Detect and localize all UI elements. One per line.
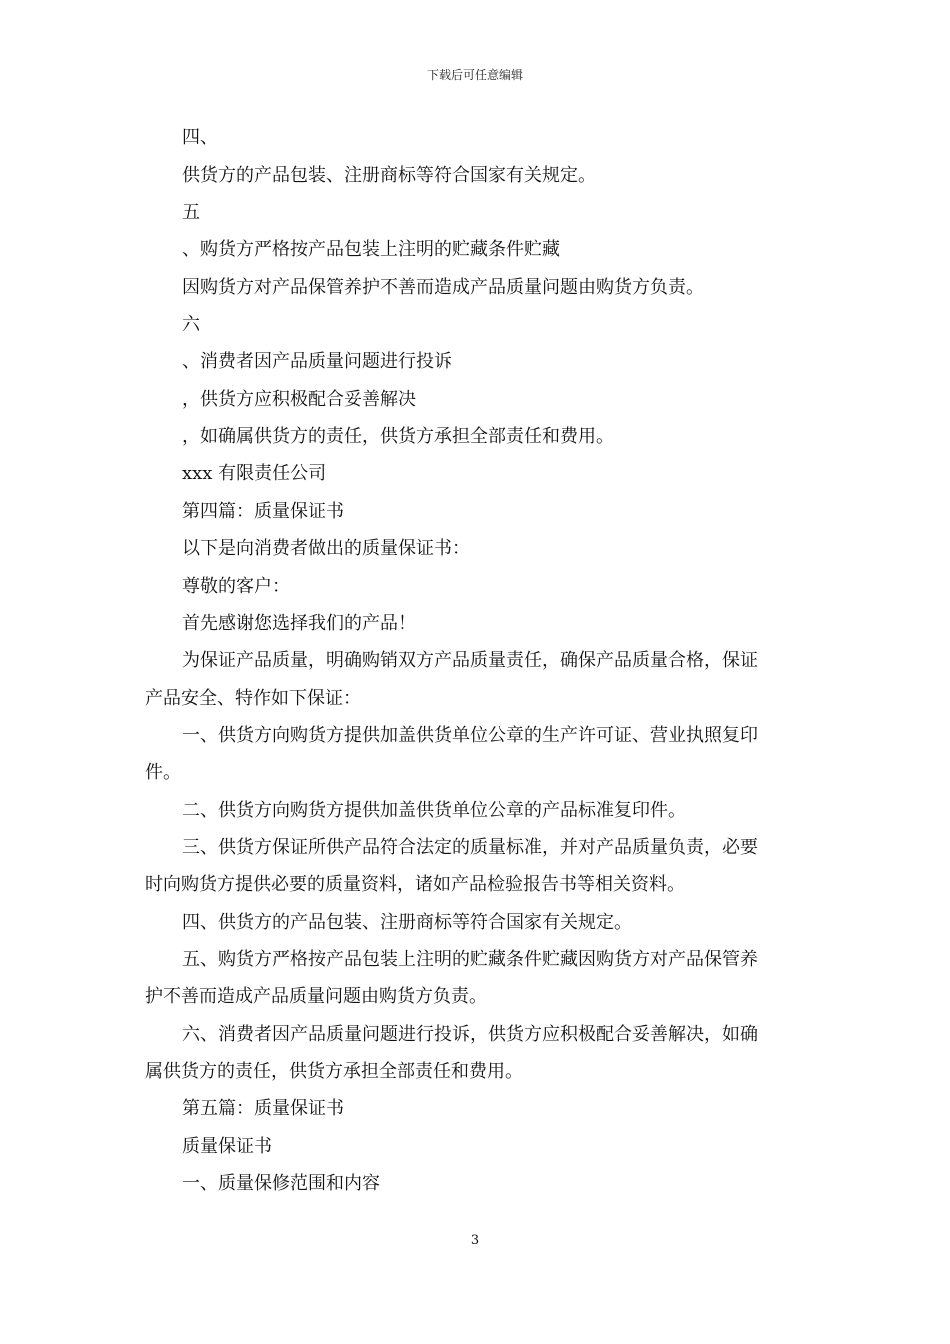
section-title: 第四篇：质量保证书 <box>182 501 344 522</box>
paragraph-line: 五、购货方严格按产品包装上注明的贮藏条件贮藏因购货方对产品保管养 <box>182 949 758 970</box>
text-line: 因购货方对产品保管养护不善而造成产品质量问题由购货方负责。 <box>182 277 704 298</box>
paragraph-line: 属供货方的责任，供货方承担全部责任和费用。 <box>145 1061 523 1082</box>
page-number: 3 <box>470 1233 480 1248</box>
paragraph-line: 时向购货方提供必要的质量资料，诸如产品检验报告书等相关资料。 <box>145 874 685 895</box>
text-line: ，如确属供货方的责任，供货方承担全部责任和费用。 <box>182 426 614 447</box>
paragraph-line: 六、消费者因产品质量问题进行投诉，供货方应积极配合妥善解决，如确 <box>182 1024 758 1045</box>
text-line: 首先感谢您选择我们的产品！ <box>182 613 416 634</box>
text-line: 一、质量保修范围和内容 <box>182 1173 380 1194</box>
page-header: 下载后可任意编辑 <box>426 68 523 82</box>
paragraph-line: 件。 <box>145 762 181 783</box>
paragraph-line: 四、供货方的产品包装、注册商标等符合国家有关规定。 <box>182 912 632 933</box>
paragraph-line: 三、供货方保证所供产品符合法定的质量标准，并对产品质量负责，必要 <box>182 837 758 858</box>
text-line: 五 <box>182 202 200 223</box>
text-line: 六 <box>182 314 200 335</box>
paragraph-line: 二、供货方向购货方提供加盖供货单位公章的产品标准复印件。 <box>182 800 686 821</box>
document-title: 质量保证书 <box>182 1136 272 1157</box>
text-line: 以下是向消费者做出的质量保证书： <box>182 538 470 559</box>
paragraph-line: 一、供货方向购货方提供加盖供货单位公章的生产许可证、营业执照复印 <box>182 725 758 746</box>
text-line: ，供货方应积极配合妥善解决 <box>182 389 416 410</box>
text-line: 、购货方严格按产品包装上注明的贮藏条件贮藏 <box>182 239 560 260</box>
text-line: 供货方的产品包装、注册商标等符合国家有关规定。 <box>182 165 596 186</box>
company-name: xxx 有限责任公司 <box>182 463 327 484</box>
section-title: 第五篇：质量保证书 <box>182 1098 344 1119</box>
paragraph-line: 产品安全、特作如下保证： <box>145 688 361 709</box>
text-line: 、消费者因产品质量问题进行投诉 <box>182 351 452 372</box>
paragraph-line: 为保证产品质量，明确购销双方产品质量责任，确保产品质量合格，保证 <box>182 650 758 671</box>
paragraph-line: 护不善而造成产品质量问题由购货方负责。 <box>145 986 487 1007</box>
salutation: 尊敬的客户： <box>182 576 290 597</box>
text-line: 四、 <box>182 127 218 148</box>
